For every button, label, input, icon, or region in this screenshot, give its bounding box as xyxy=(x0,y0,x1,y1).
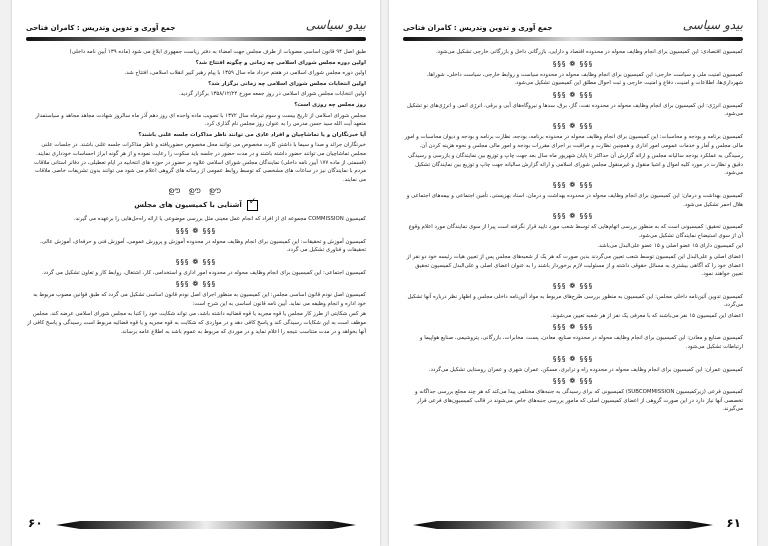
signature-logo: بیدو سیاسی xyxy=(305,18,366,32)
signature-logo: بیدو سیاسی xyxy=(682,18,743,32)
question-heading: روز مجلس چه روزی است؟ xyxy=(294,101,366,108)
ornament-divider: §§§ ❁ §§§ xyxy=(175,280,217,289)
paragraph: مجلس شورای اسلامی از تاریخ بیست و سوم تیرماه سال ۱۳۷۲ با تصویب ماده واحده ای روز دهم آذر ماه سالروز شهادت مجاهد مجاهد و سیاستمدار متعهد آیت الله سید حسن مدرس را به عنوان روز مجلس نام گذاری کرد. xyxy=(35,112,366,128)
section-heading xyxy=(26,200,366,211)
paragraph: کمیسیون عمران: این کمیسیون برای انجام وظایف محوله در محدوده راه و ترابری، مسکن، عمران شهری و عمران روستایی تشکیل می‌گردد. xyxy=(428,366,743,373)
paragraph: کمیسیون اقتصادی: این کمیسیون برای انجام وظایف محوله در محدوده اقتصاد و دارایی، بازرگانی داخل و بازرگانی خارجی تشکیل می‌شود. xyxy=(435,49,743,55)
paragraph: کمیسیون امنیت ملی و سیاست خارجی: این کمیسیون برای انجام وظایف محوله در محدوده سیاست و روابط خارجی، سیاست داخلی، شوراها، شهرداری‌ها، اطلاعات و امنیت، دفاع و امنیت خارجی و ثبت احوال مطلق این کمیسیون تشکیل می‌شود. xyxy=(427,71,743,87)
paragraph: هر کس شکایتی از طرز کار مجلس یا قوه مجریه یا قوه قضائیه داشته باشد، می تواند شکایت خود را کتبا به مجلس شورای اسلامی عرضه کند. مجلس موظف است به این شکایات رسیدگی کند و پاسخ کافی دهد و در مواردی که شکایت به قوه مجریه و یا قوه قضائیه مربوط است رسیدگی و پاسخ کافی از آنها بخواهد و در مدت متناسب نتیجه را اعلام نماید و در موردی که مربوط به عموم باشد به اطلاع عامه برساند. xyxy=(27,311,366,335)
ornament-divider: §§§ ❁ §§§ xyxy=(552,121,594,130)
ornament-divider: §§§ ❁ §§§ xyxy=(552,212,594,221)
page-footer xyxy=(403,514,743,534)
footer-rule xyxy=(56,521,356,529)
question-heading: آیا خبرنگاران و یا تماشاچیان و افراد عادی می توانند ناظر مذاکرات جلسه علنی باشند؟ xyxy=(138,131,366,138)
page-footer xyxy=(26,514,366,534)
paragraph: کمیسیون تدوین آئین‌نامه داخلی مجلس: این کمیسیون به منظور بررسی طرح‌های مربوط به مواد آئین‌نامه داخلی مجلس و اظهار نظر درباره آنها تشکیل می‌گردد. xyxy=(407,293,743,309)
page-number: ۶۱ xyxy=(726,516,741,530)
paragraph: کمیسیون صنایع و معادن: این کمیسیون برای انجام وظایف محوله در محدوده صنایع، معادن، پست، مخابرات، بازرگانی، پتروشیمی، صنایع هواپیما و ارتباطات تشکیل می‌شود. xyxy=(419,335,743,351)
paragraph: اولین دوره مجلس شورای اسلامی در هفتم خرداد ماه سال ۱۳۵۹ با پیام رهبر کبیر انقلاب اسلامی، افتتاح شد. xyxy=(124,70,366,77)
paragraph: کمیسیون برنامه و بودجه و محاسبات: این کمیسیون برای انجام وظایف محوله در محدوده برنامه، بودجه، نظارت برنامه و بودجه و دیوان محاسبات و امور مالی مجلس و آمار و خدمات عمومی امور اداری و همچنین نظارت و مراقبت بر اجرای مقررات بودجه و امور مالی مجلس و نحوه هزینه کردن آن. xyxy=(404,133,743,149)
ornament-divider: §§§ ❁ §§§ xyxy=(552,281,594,290)
ornament-divider: §§§ ❁ §§§ xyxy=(552,354,594,363)
page-left xyxy=(12,0,380,546)
page-content xyxy=(26,48,366,502)
page-content xyxy=(403,48,743,502)
ornament-divider: §§§ ❁ §§§ xyxy=(552,59,594,68)
paragraph: کمیسیون COMMISSION مجموعه ای از افراد که انجام عمل معینی مثل بررسی موضوعی یا ارائه راه‌حل‌هایی را برعهده می گیرند. xyxy=(73,215,366,222)
ornament-divider: §§§ ❁ §§§ xyxy=(175,257,217,266)
page-right xyxy=(389,0,757,546)
header-title: جمع آوری و تدوین وتدریس : کامران فتاحی xyxy=(26,24,176,32)
ornament-divider: §§§ ❁ §§§ xyxy=(552,180,594,189)
question-heading: اولین انتخابات مجلس شورای اسلامی چه زمانی برگزار شد؟ xyxy=(208,80,366,87)
ornament-divider: §§§ ❁ §§§ xyxy=(175,226,217,235)
header-rule xyxy=(26,37,366,41)
paragraph: کمیسیون تحقیق: کمیسیونی است که به منظور بررسی اتهام‌هایی که توسط شعب مورد تایید قرار نگرفته است پیرا از سوی نمایندگان مورد اعلام وقوع آن از سوی استیضاح نمایندگان تشکیل می‌شود. xyxy=(408,224,743,239)
paragraph: کمیسیون بهداشت و درمان: این کمیسیون برای انجام وظایف محوله در محدوده بهداشت و درمان، اسناد بهزیستی، تأمین اجتماعی و بیمه‌های اجتماعی و هلال احمر تشکیل می‌شود. xyxy=(406,192,743,208)
paragraph: این کمیسیون دارای ۱۵ عضو اصلی و ۱۵ عضو علی‌البدل می‌باشد. xyxy=(597,243,743,250)
header-title: جمع آوری و تدوین وتدریس : کامران فتاحی xyxy=(403,24,553,32)
paragraph: اعضای این کمیسیون ۱۵ نفر می‌باشند که با معرفی یک نفر از هر شعبه تعیین می‌شوند. xyxy=(550,312,743,319)
paragraph: خبرنگاران جرائد و صدا و سیما با داشتن کارت مخصوص می توانند محل مخصوص حضوریافته و ناظر مذاکرات جلسه علنی باشند. در جلسات علنی مجلس تماشاچیان می توانند حضور داشته باشند و در مدت حضور در جلسه باید سکوت را رعایت نموده و از هر گونه ابراز احساسات خودداری نمایند. (قسمتی از ماده ۱۷۷ آیین نامه داخلی) نمایندگان مجلس شورای اسلامی علاوه بر حضور در حوزه های انتخابیه در ایام تعطیلی، در دفاتر استانی ملاقات مردم با نمایندگان نیز در ساعات های مشخصی که توسط روابط عمومی از رسانه های گروهی اعلام می شود می توانند بدون تشریفات خاصی ملاقات می نمایند. xyxy=(34,142,366,183)
paragraph: طبق اصل ۹۴ قانون اساسی مصوبات از طرف مجلس جهت امضاء به دفتر رياست جمهوری ابلاغ می شود (ماده ۱۳۹ آیین نامه داخلی) xyxy=(69,49,366,55)
ornament-divider: §§§ ❁ §§§ xyxy=(552,323,594,332)
page-header xyxy=(26,18,366,40)
paragraph: کمیسیون فرعی (زیرکمیسیون SUBCOMMISSION) کمیسیونی که برای رسیدگی به جنبه‌های مختلفی پیدا می‌کند که هر چند مجلع بررسی جداگانه و تخصصی آنها نیاز دارد در این صورت گروهی از اعضای کمیسیون اصلی که مامور بررسی جنبه‌های خاص می‌شوند در قالب کمیسیون‌های فرعی قرار می‌گیرند. xyxy=(415,389,743,413)
section-title: آشنایی با کمیسیون های مجلس xyxy=(134,201,242,210)
checkbox-icon xyxy=(247,200,258,211)
header-rule xyxy=(403,37,743,41)
ornament-divider: §§§ ❁ §§§ xyxy=(552,90,594,99)
page-header xyxy=(403,18,743,40)
paragraph: کمیسیون انرژی: این کمیسیون برای انجام وظایف محوله در محدوده نفت، گاز، برق، سدها و نیروگاه‌های آبی و برقی، انرژی اتمی و انرژی‌های نو تشکیل می‌شود. xyxy=(406,102,743,118)
paragraph: کمیسیون آموزش و تحقیقات: این کمیسیون برای انجام وظایف محوله در محدوده آموزش و پرورش عمومی، آموزش فنی و حرفه‌ای، آموزش عالی، تحقیقات و فناوری تشکیل می گردد. xyxy=(39,238,366,254)
paragraph: کمیسیون اجتماعی: این کمیسیون برای انجام وظایف محوله در محدوده امور اداری و استخدامی، کار، اشتغال، روابط کار و تعاون تشکیل می گردد. xyxy=(41,269,366,276)
paragraph: رسیدگی به عملکرد بودجه ساليانه مجلس و ارائه گزارش آن حداکثر تا پایان شهریور ماه سال بعد جهت چاپ و توزیع بین نمایندگان و بازرسی و رسیدگی دقیق و نظارت در مورد کلیه اموال و اشیا منقول و غیرمنقول مجلس شورای اسلامی و ارائه گزارش ساليانه جهت چاپ و توزیع بین نمایندگان تشکیل می‌شود. xyxy=(408,153,743,177)
footer-rule xyxy=(413,521,713,529)
flourish-ornament: ഊ ഊ ഊ xyxy=(168,186,224,196)
page-number: ۶۰ xyxy=(28,516,43,530)
paragraph: اولین انتخابات مجلس شورای اسلامی در روز جمعه مورخ ۱۳۵۸/۱۲/۲۴ برگزار گردید. xyxy=(179,91,366,98)
question-heading: اولین دوره مجلس شورای اسلامی چه زمانی و چگونه افتتاح شد؟ xyxy=(195,59,366,66)
ornament-divider: §§§ ❁ §§§ xyxy=(552,377,594,386)
paragraph: کمیسیون اصل نودم قانون اساسی مجلس: این کمیسیون به منظور اجرای اصل نودم قانون اساسی تشکیل می گردد که طبق قوانین مصوب مربوط به خود اداره و انجام وظیفه می نماید. آیین نامه قانون اساسی به این شرح است: xyxy=(33,292,366,307)
paragraph: اعضای اصلی و علی‌البدل این کمیسیون توسط شعب تعیین می‌گردند بدین صورت که هر یک از شعبه‌های مجلس پس از تعیین هیات رئیسه خود دو نفر از اعضای خود را که آگاهی بیشتری به مسائل حقوقی داشته و از مسئولیت لازم برخوردار باشند را به عنوان اعضای اصلی و علی‌البدل کمیسیون تحقیق تعیین خواهند نمود. xyxy=(406,253,743,278)
